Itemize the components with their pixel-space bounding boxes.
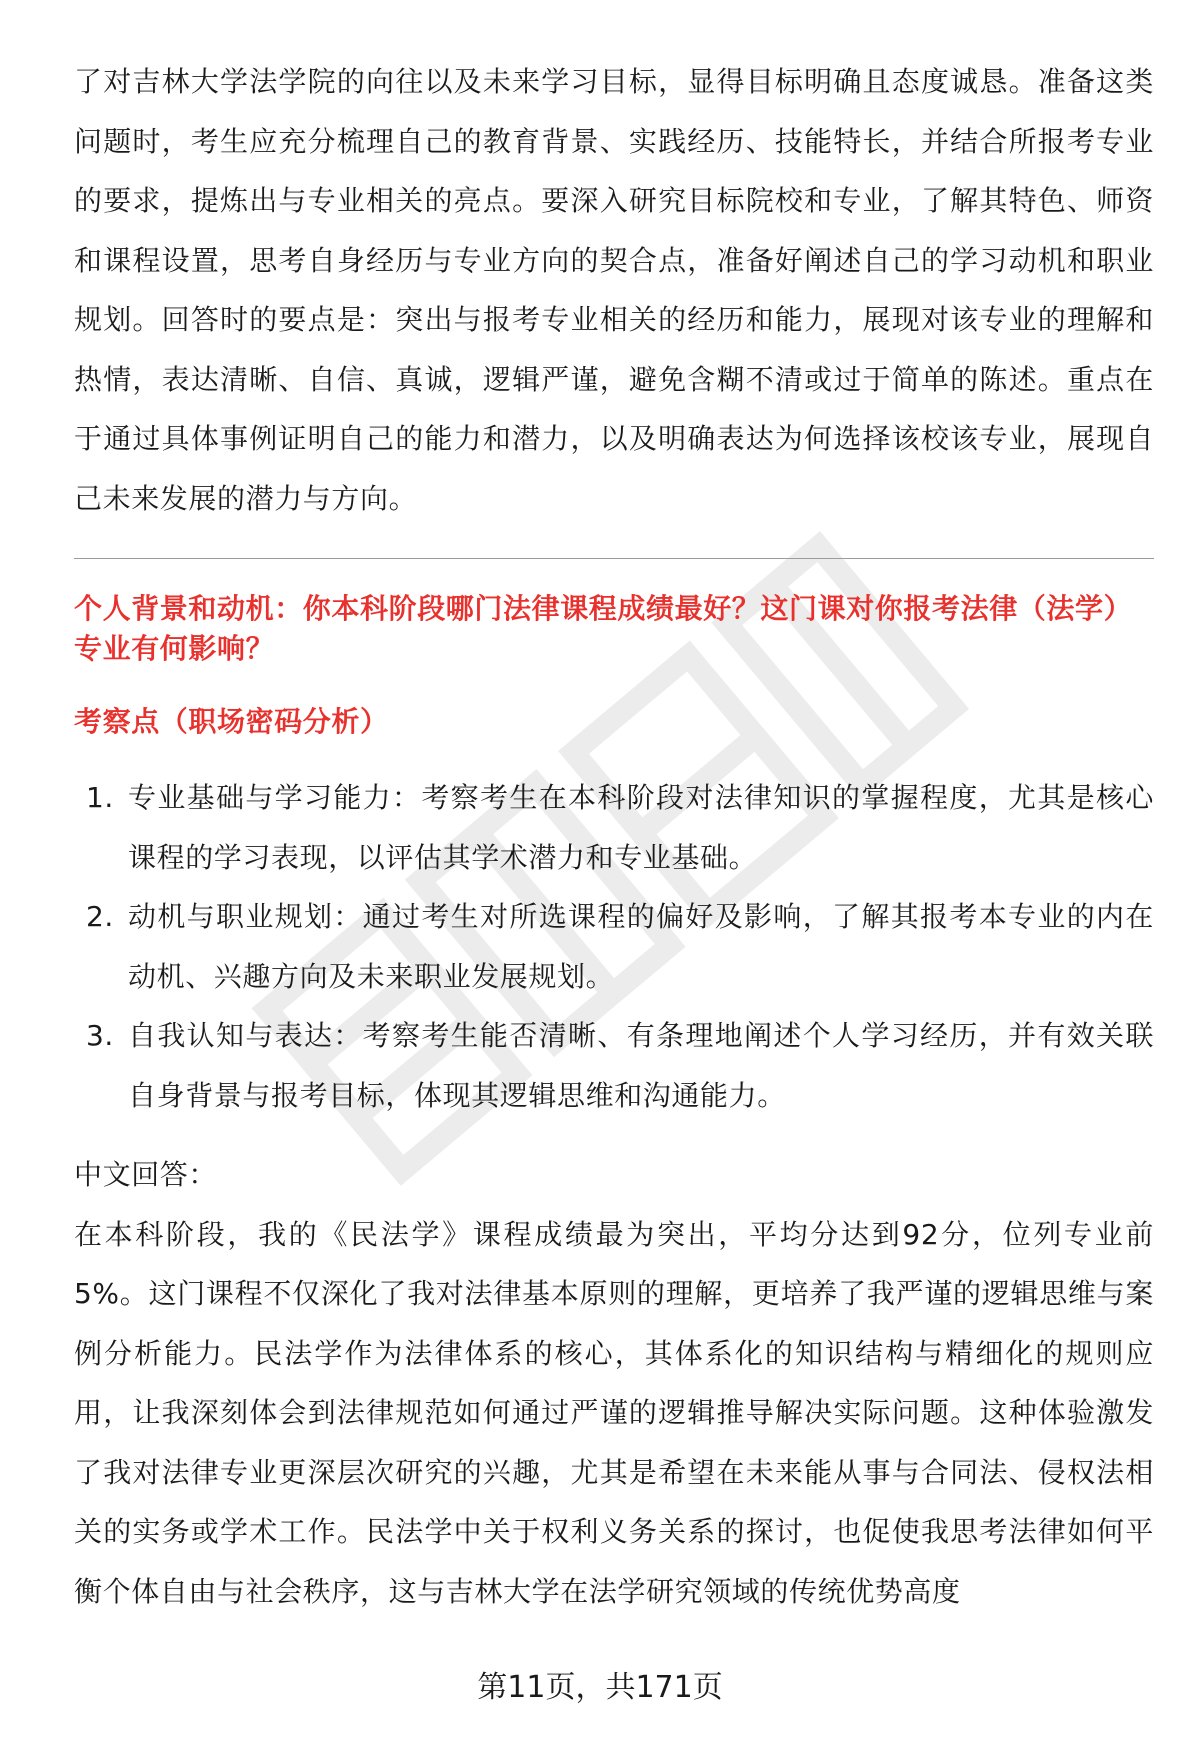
interview-question: 个人背景和动机：你本科阶段哪门法律课程成绩最好？这门课对你报考法律（法学）专业有何影响？: [74, 592, 1133, 665]
analysis-points-list: [74, 768, 1154, 1125]
point-text: 专业基础与学习能力：考察考生在本科阶段对法律知识的掌握程度，尤其是核心课程的学习表现，以评估其学术潜力和专业基础。: [128, 781, 1154, 874]
page-footer: 第11页，共171页: [477, 1670, 723, 1705]
answer-body: 在本科阶段，我的《民法学》课程成绩最为突出，平均分达到92分，位列专业前5%。这门课程不仅深化了我对法律基本原则的理解，更培养了我严谨的逻辑思维与案例分析能力。民法学作为法律体系的核心，其体系化的知识结构与精细化的规则应用，让我深刻体会到法律规范如何通过严谨的逻辑推导解决实际问题。这种体验激发了我对法律专业更深层次研究的兴趣，尤其是希望在未来能从事与合同法、侵权法相关的实务或学术工作。民法学中关于权利义务关系的探讨，也促使我思考法律如何平衡个体自由与社会秩序，这与吉林大学在法学研究领域的传统优势高度: [74, 1217, 1154, 1608]
point-text: 动机与职业规划：通过考生对所选课程的偏好及影响，了解其报考本专业的内在动机、兴趣方向及未来职业发展规划。: [128, 900, 1154, 993]
document-page: [74, 52, 1154, 1621]
answer-label: 中文回答：: [74, 1158, 218, 1191]
analysis-point: [74, 887, 1154, 1006]
intro-paragraph: 了对吉林大学法学院的向往以及未来学习目标，显得目标明确且态度诚恳。准备这类问题时，考生应充分梳理自己的教育背景、实践经历、技能特长，并结合所报考专业的要求，提炼出与专业相关的亮点。要深入研究目标院校和专业，了解其特色、师资和课程设置，思考自身经历与专业方向的契合点，准备好阐述自己的学习动机和职业规划。回答时的要点是：突出与报考专业相关的经历和能力，展现对该专业的理解和热情，表达清晰、自信、真诚，逻辑严谨，避免含糊不清或过于简单的陈述。重点在于通过具体事例证明自己的能力和潜力，以及明确表达为何选择该校该专业，展现自己未来发展的潜力与方向。: [74, 65, 1154, 515]
analysis-title: 考察点（职场密码分析）: [74, 705, 389, 738]
analysis-point: [74, 768, 1154, 887]
point-number: 3.: [86, 1019, 114, 1052]
analysis-point: [74, 1006, 1154, 1125]
section-divider: [74, 558, 1154, 559]
point-text: 自我认知与表达：考察考生能否清晰、有条理地阐述个人学习经历，并有效关联自身背景与报考目标，体现其逻辑思维和沟通能力。: [128, 1019, 1154, 1112]
point-number: 2.: [86, 900, 114, 933]
point-number: 1.: [86, 781, 114, 814]
